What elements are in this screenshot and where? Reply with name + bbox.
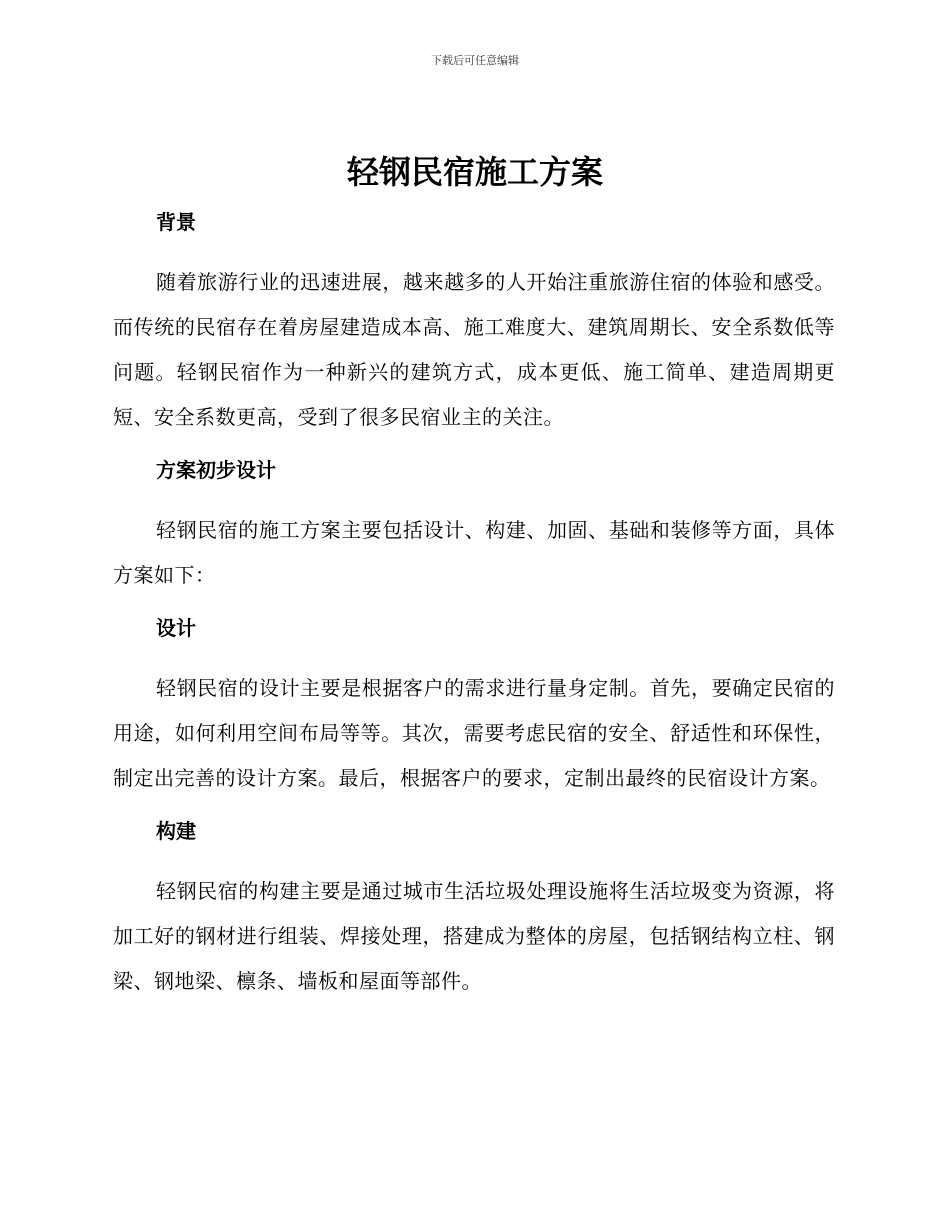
section-construction [113,813,835,1004]
section-preliminary-design [113,452,835,610]
section-background [113,204,835,452]
page-header-note: 下载后可任意编辑 [431,54,519,67]
document-title: 轻钢民宿施工方案 [346,153,603,191]
section-heading: 设计 [156,616,196,640]
document-body [113,204,835,1004]
section-design [113,610,835,813]
section-paragraph: 随着旅游行业的迅速进展，越来越多的人开始注重旅游住宿的体验和感受。而传统的民宿存在着房屋建造成本高、施工难度大、建筑周期长、安全系数低等问题。轻钢民宿作为一种新兴的建筑方式，成本更低、施工简单、建造周期更短、安全系数更高，受到了很多民宿业主的关注。 [113,270,835,429]
section-paragraph: 轻钢民宿的构建主要是通过城市生活垃圾处理设施将生活垃圾变为资源，将加工好的钢材进行组装、焊接处理，搭建成为整体的房屋，包括钢结构立柱、钢梁、钢地梁、檩条、墙板和屋面等部件。 [113,879,835,993]
section-heading: 方案初步设计 [156,458,276,482]
section-paragraph: 轻钢民宿的设计主要是根据客户的需求进行量身定制。首先，要确定民宿的用途，如何利用空间布局等等。其次，需要考虑民宿的安全、舒适性和环保性，制定出完善的设计方案。最后，根据客户的要求，定制出最终的民宿设计方案。 [113,676,835,790]
section-heading: 背景 [156,210,196,234]
section-paragraph: 轻钢民宿的施工方案主要包括设计、构建、加固、基础和装修等方面，具体方案如下： [113,518,835,587]
section-heading: 构建 [156,819,196,843]
